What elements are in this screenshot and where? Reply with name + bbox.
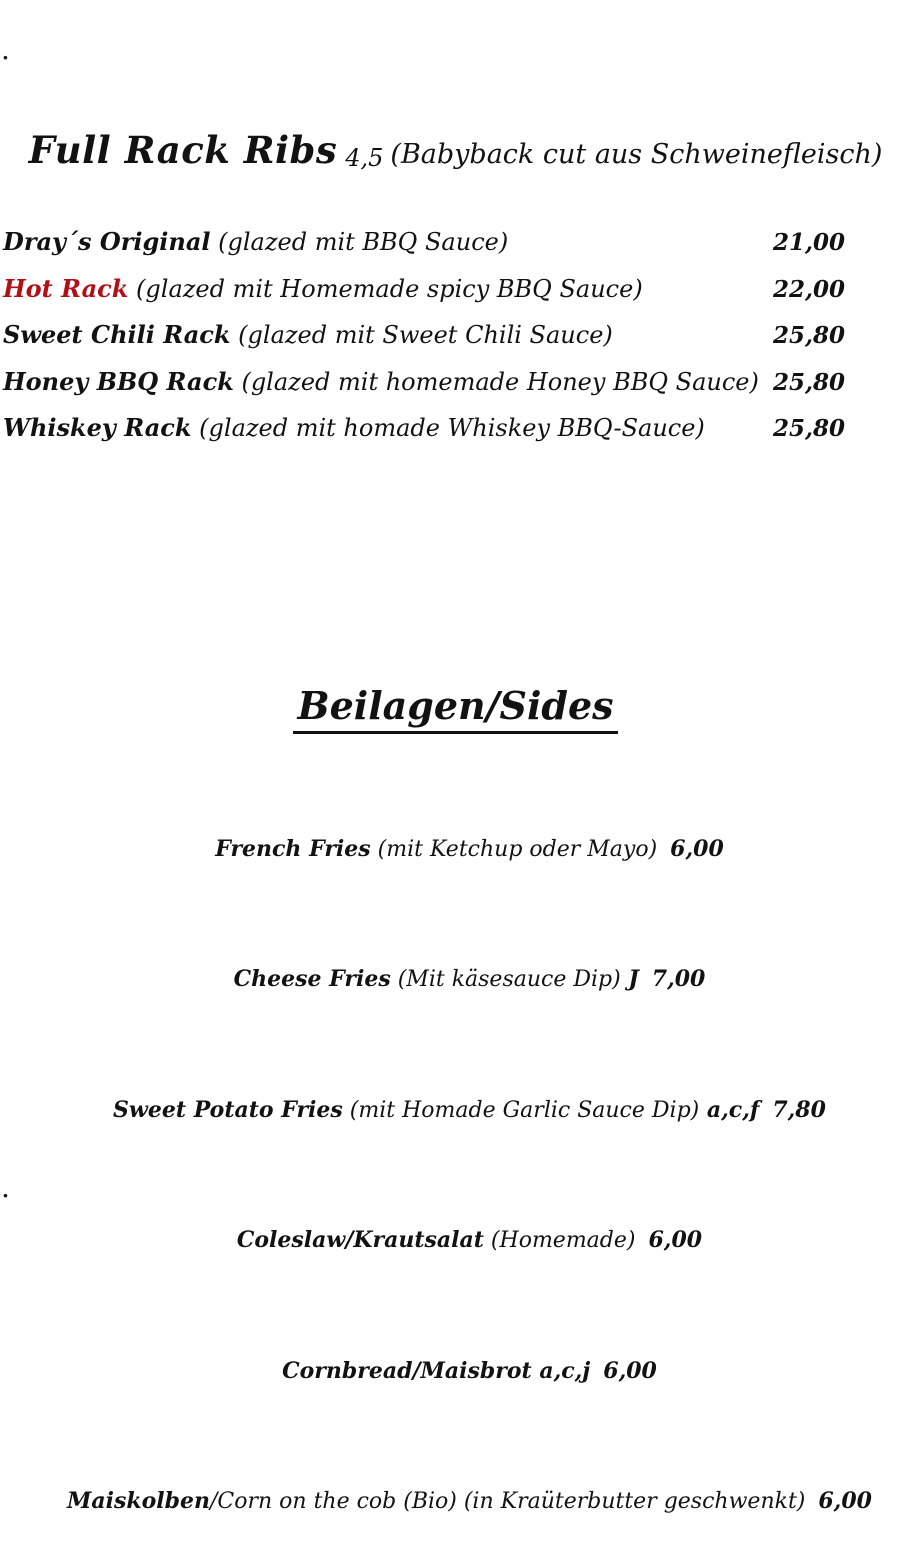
menu-item-price: 25,80 bbox=[773, 361, 845, 405]
side-item-allergens: a,c,f bbox=[699, 1097, 759, 1123]
menu-item-name: Whiskey Rack bbox=[3, 413, 192, 442]
menu-item-description: (glazed mit homade Whiskey BBQ-Sauce) bbox=[192, 414, 705, 442]
side-item-description: /Corn on the cob (Bio) (in Kraüterbutter geschwenkt) bbox=[210, 1489, 805, 1514]
side-item-price: 6,00 bbox=[818, 1488, 872, 1514]
menu-item-price: 21,00 bbox=[773, 221, 845, 265]
menu-item-price: 25,80 bbox=[773, 314, 845, 358]
ribs-section-title bbox=[0, 125, 911, 183]
menu-item-description: (glazed mit Sweet Chili Sauce) bbox=[231, 321, 613, 349]
side-item-description: (mit Homade Garlic Sauce Dip) bbox=[343, 1098, 699, 1123]
stray-period-top: . bbox=[1, 36, 10, 64]
side-item-row bbox=[0, 1045, 911, 1176]
ribs-title-additives: 4,5 bbox=[345, 144, 383, 172]
menu-item-name: Dray´s Original bbox=[3, 227, 211, 256]
menu-item-row bbox=[3, 220, 845, 267]
sides-item-list bbox=[0, 784, 911, 1567]
side-item-price: 7,00 bbox=[652, 966, 706, 992]
side-item-row bbox=[0, 1306, 911, 1437]
menu-item-text bbox=[3, 406, 705, 453]
side-item-description: (Homemade) bbox=[484, 1228, 636, 1253]
ribs-title-text: Full Rack Ribs bbox=[29, 128, 338, 172]
menu-item-name: Honey BBQ Rack bbox=[3, 367, 234, 396]
menu-item-description: (glazed mit homemade Honey BBQ Sauce) bbox=[234, 368, 759, 396]
side-item-price: 6,00 bbox=[670, 836, 724, 862]
stray-period-bottom: . bbox=[1, 1174, 10, 1202]
side-item-price: 6,00 bbox=[603, 1358, 657, 1384]
menu-item-text bbox=[3, 220, 508, 267]
side-item-description: (Mit käsesauce Dip) bbox=[391, 967, 621, 992]
side-item-allergens: J bbox=[621, 966, 639, 992]
sides-section-heading: Beilagen/Sides bbox=[293, 683, 617, 734]
ribs-title-note: (Babyback cut aus Schweinefleisch) bbox=[390, 139, 882, 170]
side-item-row bbox=[0, 1437, 911, 1567]
menu-item-price: 25,80 bbox=[773, 407, 845, 451]
ribs-item-list bbox=[3, 220, 845, 453]
menu-item-row bbox=[3, 313, 845, 360]
menu-item-description: (glazed mit BBQ Sauce) bbox=[211, 228, 509, 256]
side-item-price: 7,80 bbox=[772, 1097, 826, 1123]
menu-item-price: 22,00 bbox=[773, 268, 845, 312]
menu-item-text bbox=[3, 313, 613, 360]
sides-heading-wrap bbox=[0, 683, 911, 737]
menu-item-name: Hot Rack bbox=[3, 274, 128, 303]
side-item-name: Cheese Fries bbox=[234, 966, 391, 992]
side-item-name: Coleslaw/Krautsalat bbox=[237, 1227, 484, 1253]
side-item-row bbox=[0, 1176, 911, 1307]
menu-item-text bbox=[3, 360, 759, 407]
side-item-name: French Fries bbox=[215, 836, 370, 862]
menu-item-row bbox=[3, 360, 845, 407]
side-item-name: Cornbread/Maisbrot a,c,j bbox=[282, 1358, 590, 1384]
menu-item-row bbox=[3, 406, 845, 453]
side-item-description: (mit Ketchup oder Mayo) bbox=[371, 837, 658, 862]
side-item-price: 6,00 bbox=[649, 1227, 703, 1253]
side-item-row bbox=[0, 784, 911, 915]
menu-item-text bbox=[3, 267, 643, 314]
menu-item-name: Sweet Chili Rack bbox=[3, 320, 231, 349]
side-item-name: Maiskolben bbox=[67, 1488, 210, 1514]
side-item-name: Sweet Potato Fries bbox=[113, 1097, 343, 1123]
menu-item-description: (glazed mit Homemade spicy BBQ Sauce) bbox=[128, 275, 642, 303]
side-item-row bbox=[0, 915, 911, 1046]
menu-item-row bbox=[3, 267, 845, 314]
